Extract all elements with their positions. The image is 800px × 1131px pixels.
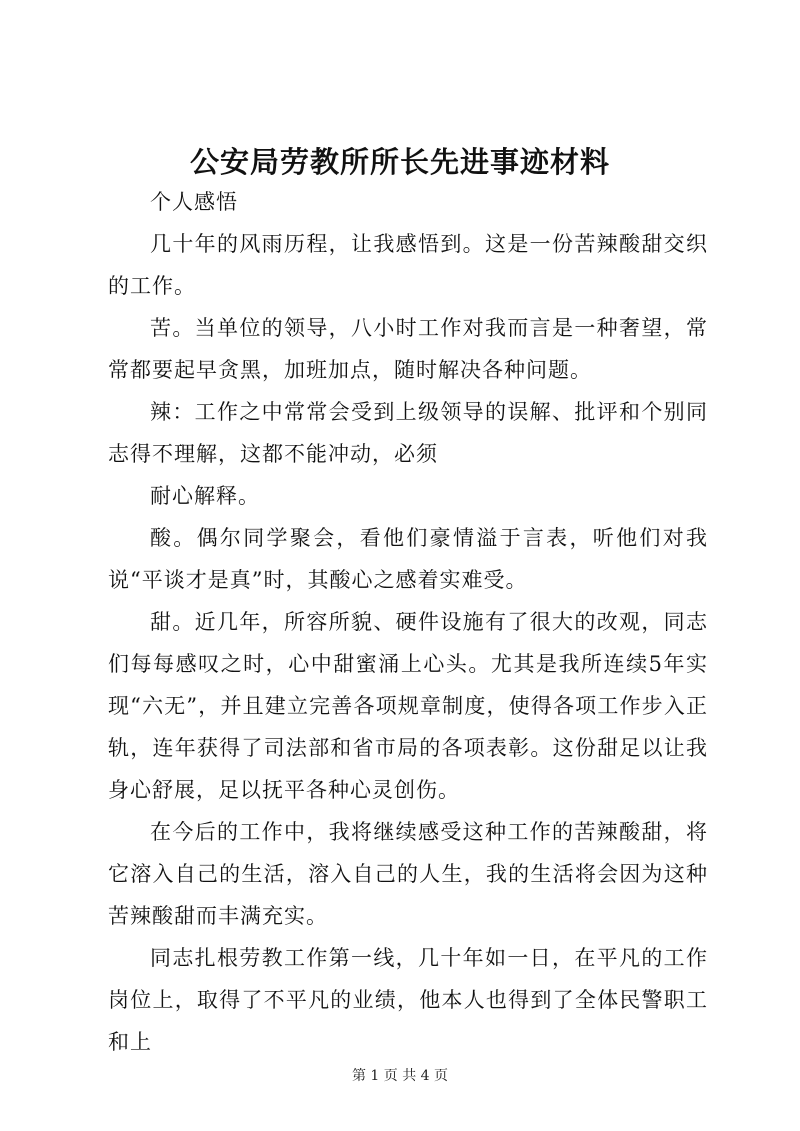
paragraph: 耐心解释。 bbox=[150, 484, 260, 508]
paragraph: 酸。偶尔同学聚会，看他们豪情溢于言表，听他们对我说“平谈才是真”时，其酸心之感着实难受。 bbox=[108, 526, 708, 592]
paragraph: 几十年的风雨历程，让我感悟到。这是一份苦辣酸甜交织的工作。 bbox=[108, 232, 708, 298]
paragraph: 辣：工作之中常常会受到上级领导的误解、批评和个别同志得不理解，这都不能冲动，必须 bbox=[108, 400, 708, 466]
paragraph: 苦。当单位的领导，八小时工作对我而言是一种奢望，常常都要起早贪黑，加班加点，随时解决各种问题。 bbox=[108, 316, 708, 382]
document-body bbox=[108, 181, 708, 1063]
page-title: 公安局劳教所所长先进事迹材料 bbox=[189, 145, 610, 179]
page-footer: 第 1 页 共 4 页 bbox=[351, 1068, 449, 1084]
paragraph: 在今后的工作中，我将继续感受这种工作的苦辣酸甜，将它溶入自己的生活，溶入自己的人生，我的生活将会因为这种苦辣酸甜而丰满充实。 bbox=[108, 820, 708, 928]
paragraph: 同志扎根劳教工作第一线，几十年如一日，在平凡的工作岗位上，取得了不平凡的业绩，他本人也得到了全体民警职工和上 bbox=[108, 946, 708, 1054]
paragraph: 甜。近几年，所容所貌、硬件设施有了很大的改观，同志们每每感叹之时，心中甜蜜涌上心头。尤其是我所连续5年实现“六无”，并且建立完善各项规章制度，使得各项工作步入正轨，连年获得了司法部和省市局的各项表彰。这份甜足以让我身心舒展，足以抚平各种心灵创伤。 bbox=[108, 610, 708, 802]
paragraph-heading: 个人感悟 bbox=[150, 190, 238, 214]
